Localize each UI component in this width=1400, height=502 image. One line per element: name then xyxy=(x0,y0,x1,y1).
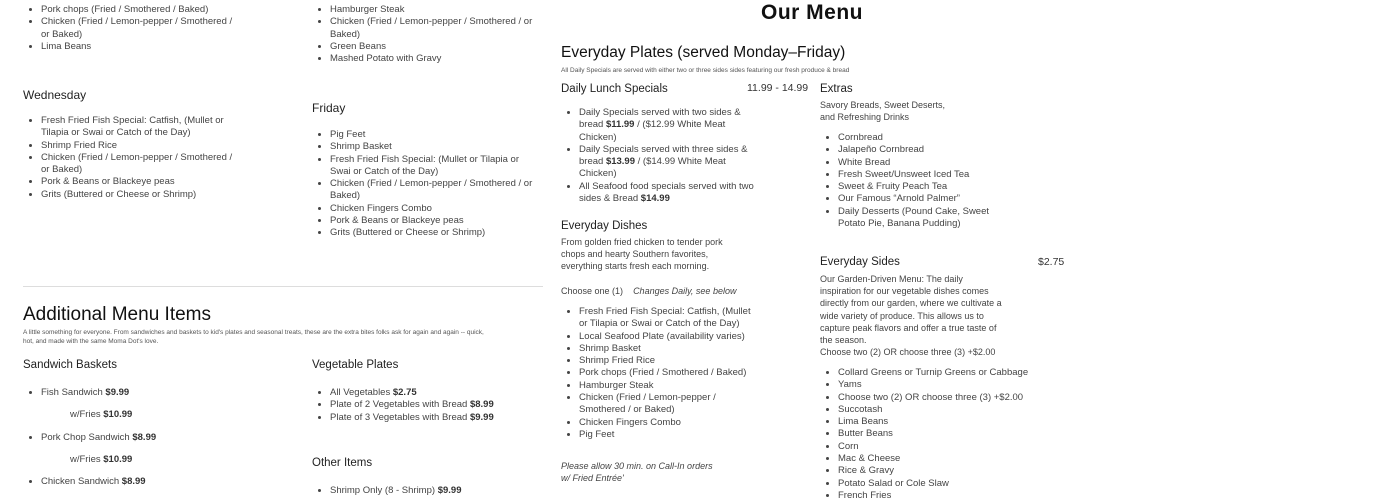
item-price: $8.99 xyxy=(121,476,146,488)
list-item: • Fresh Fried Fish Special: Catfish, (Mullet or Tilapia or Swai or Catch of the Day) xyxy=(579,306,759,331)
list-item: • Yams xyxy=(838,379,1038,391)
list-item: • Daily Desserts (Pound Cake, Sweet Potato Pie, Banana Pudding) xyxy=(838,206,1018,231)
other-items-list xyxy=(312,485,550,497)
list-item: • Lima Beans xyxy=(838,416,1038,428)
list-item: • Fresh Sweet/Unsweet Iced Tea xyxy=(838,169,1018,181)
item-price: $9.99 xyxy=(437,485,462,496)
extras-heading: Extras xyxy=(820,83,853,95)
extras-list xyxy=(820,132,1018,230)
friday-heading: Friday xyxy=(312,101,346,115)
sandwich-baskets-heading: Sandwich Baskets xyxy=(23,359,117,371)
list-item: • Sweet & Fruity Peach Tea xyxy=(838,181,1018,193)
call-in-note: Please allow 30 min. on Call-In orders w/ Fried Entrée' xyxy=(561,461,713,484)
choose-text: Choose one (1) xyxy=(561,286,624,296)
item-price: $8.99 xyxy=(469,399,494,411)
extras-description: Savory Breads, Sweet Deserts, and Refreshing Drinks xyxy=(820,100,946,123)
item-name: Pork Chop Sandwich xyxy=(41,431,130,443)
everyday-plates-heading: Everyday Plates (served Monday–Friday) xyxy=(561,44,846,61)
additional-description: A little something for everyone. From sandwiches and baskets to kid's plates and seasonal treats, these are the extra bites folks ask for again and again -- quick, hot, and made with the same Moma Dot's love. xyxy=(23,329,484,345)
list-item: • Corn xyxy=(838,441,1038,453)
list-item: • Potato Salad or Cole Slaw xyxy=(838,478,1038,490)
list-item: • Pig Feet xyxy=(579,429,759,441)
item-price: $13.99 xyxy=(605,156,635,168)
list-item: • Choose two (2) OR choose three (3) +$2.00 xyxy=(838,392,1038,404)
list-item: • Local Seafood Plate (availability varies) xyxy=(579,331,759,343)
everyday-sides-choose: Choose two (2) OR choose three (3) +$2.00 xyxy=(820,347,996,357)
list-item: • Mac & Cheese xyxy=(838,453,1038,465)
list-item: • Grits (Buttered or Cheese or Shrimp) xyxy=(41,189,241,201)
fries-label: w/Fries xyxy=(70,409,101,421)
item-name: Shrimp Only (8 - Shrimp) xyxy=(330,485,436,496)
everyday-sides-heading: Everyday Sides xyxy=(820,256,900,268)
list-item xyxy=(330,412,550,424)
list-item: • Mashed Potato with Gravy xyxy=(330,53,535,65)
list-item xyxy=(579,181,759,206)
item-price: $9.99 xyxy=(105,387,130,398)
fries-price: $10.99 xyxy=(103,453,133,465)
list-item: • Shrimp Basket xyxy=(579,343,759,355)
list-item: • Chicken (Fried / Lemon-pepper / Smothered / or Baked) xyxy=(330,178,535,203)
everyday-dishes-description: From golden fried chicken to tender pork chops and hearty Southern favorites, everything starts fresh each morning. xyxy=(561,237,723,272)
choose-note: Changes Daily, see below xyxy=(633,286,737,296)
wednesday-heading: Wednesday xyxy=(23,88,87,102)
list-item: • Chicken (Fried / Lemon-pepper / Smothered / or Baked) xyxy=(41,16,241,41)
list-item: • Butter Beans xyxy=(838,428,1038,440)
list-item: • Our Famous “Arnold Palmer” xyxy=(838,193,1018,205)
list-item: • Rice & Gravy xyxy=(838,465,1038,477)
list-item: • Chicken Fingers Combo xyxy=(330,203,535,215)
list-item: • Shrimp Fried Rice xyxy=(41,140,241,152)
list-item: • Lima Beans xyxy=(41,41,241,53)
item-text: Daily Specials served with two sides & bread xyxy=(579,107,741,131)
other-items-heading: Other Items xyxy=(312,457,373,469)
list-item: • Shrimp Basket xyxy=(330,141,535,153)
list-item: • French Fries xyxy=(838,490,1038,502)
list-item xyxy=(579,144,759,181)
list-item: • Pork & Beans or Blackeye peas xyxy=(41,176,241,188)
section-divider xyxy=(23,286,543,287)
vegetable-plates-heading: Vegetable Plates xyxy=(312,359,399,371)
list-item: • Pork chops (Fried / Smothered / Baked) xyxy=(41,4,241,16)
list-item: • Collard Greens or Turnip Greens or Cabbage xyxy=(838,367,1038,379)
item-price: $9.99 xyxy=(469,411,494,423)
page-title: Our Menu xyxy=(761,1,863,24)
list-item: • Chicken (Fried / Lemon-pepper / Smothered / or Baked) xyxy=(579,392,759,417)
list-item xyxy=(41,432,301,467)
fries-option xyxy=(41,454,301,466)
left-top-list xyxy=(23,4,241,53)
fries-label: w/Fries xyxy=(70,453,101,465)
vegetable-list xyxy=(312,387,550,424)
everyday-dishes-heading: Everyday Dishes xyxy=(561,220,648,232)
list-item: • Pork & Beans or Blackeye peas xyxy=(330,215,535,227)
item-name: Chicken Sandwich xyxy=(41,476,120,488)
list-item xyxy=(41,387,301,422)
item-text: / ($12.99 White Meat Chicken) xyxy=(579,119,726,143)
item-price: $2.75 xyxy=(392,387,417,398)
item-name: Fish Sandwich xyxy=(41,387,103,398)
list-item: • Fresh Fried Fish Special: Catfish, (Mullet or Tilapia or Swai or Catch of the Day) xyxy=(41,115,241,140)
list-item: • Hamburger Steak xyxy=(579,380,759,392)
list-item: • Green Beans xyxy=(330,41,535,53)
list-item: • Chicken Fingers Combo xyxy=(579,417,759,429)
list-item: • Shrimp Fried Rice xyxy=(579,355,759,367)
list-item: • Hamburger Steak xyxy=(330,4,535,16)
fries-option xyxy=(41,409,301,421)
daily-lunch-heading: Daily Lunch Specials xyxy=(561,83,668,95)
list-item xyxy=(579,107,759,144)
item-text: / ($14.99 White Meat Chicken) xyxy=(579,156,726,180)
item-text: All Seafood food specials served with two sides & Bread xyxy=(579,180,754,205)
additional-title: Additional Menu Items xyxy=(23,304,211,325)
list-item: • Pig Feet xyxy=(330,129,535,141)
list-item: • Cornbread xyxy=(838,132,1018,144)
middle-top-list xyxy=(312,4,535,65)
list-item: • Chicken (Fried / Lemon-pepper / Smothered / or Baked) xyxy=(330,16,535,41)
list-item xyxy=(330,387,550,399)
list-item xyxy=(330,399,550,411)
sandwich-list xyxy=(23,387,301,488)
item-price: $11.99 xyxy=(605,119,635,131)
friday-list xyxy=(312,129,535,240)
everyday-plates-subtitle: All Daily Specials are served with either two or three sides sides featuring our fresh produce & bread xyxy=(561,67,850,74)
item-name: Plate of 3 Vegetables with Bread xyxy=(330,411,468,423)
list-item xyxy=(41,476,301,488)
everyday-sides-price: $2.75 xyxy=(1038,256,1065,268)
daily-lunch-price: 11.99 - 14.99 xyxy=(747,82,809,94)
fries-price: $10.99 xyxy=(103,409,133,421)
list-item: • Pork chops (Fried / Smothered / Baked) xyxy=(579,367,759,379)
wednesday-list xyxy=(23,115,241,201)
item-name: Plate of 2 Vegetables with Bread xyxy=(330,399,468,411)
everyday-dishes-list xyxy=(561,306,759,441)
list-item: • Chicken (Fried / Lemon-pepper / Smothered / or Baked) xyxy=(41,152,241,177)
item-name: All Vegetables xyxy=(330,387,391,398)
list-item xyxy=(330,485,550,497)
everyday-sides-list xyxy=(820,367,1038,502)
list-item: • Jalapeño Cornbread xyxy=(838,144,1018,156)
item-text: Daily Specials served with three sides & bread xyxy=(579,143,748,168)
daily-lunch-list xyxy=(561,107,759,205)
list-item: • Fresh Fried Fish Special: (Mullet or Tilapia or Swai or Catch of the Day) xyxy=(330,154,535,179)
everyday-sides-description: Our Garden-Driven Menu: The daily inspiration for our vegetable dishes comes directly from our garden, where we cultivate a wide variety of produce. This allows us to capture peak flavors and offer a true taste of the season. xyxy=(820,274,1002,346)
list-item: • Succotash xyxy=(838,404,1038,416)
item-price: $8.99 xyxy=(132,431,157,443)
everyday-dishes-choose xyxy=(561,285,761,297)
item-price: $14.99 xyxy=(640,193,670,205)
list-item: • White Bread xyxy=(838,157,1018,169)
list-item: • Grits (Buttered or Cheese or Shrimp) xyxy=(330,227,535,239)
